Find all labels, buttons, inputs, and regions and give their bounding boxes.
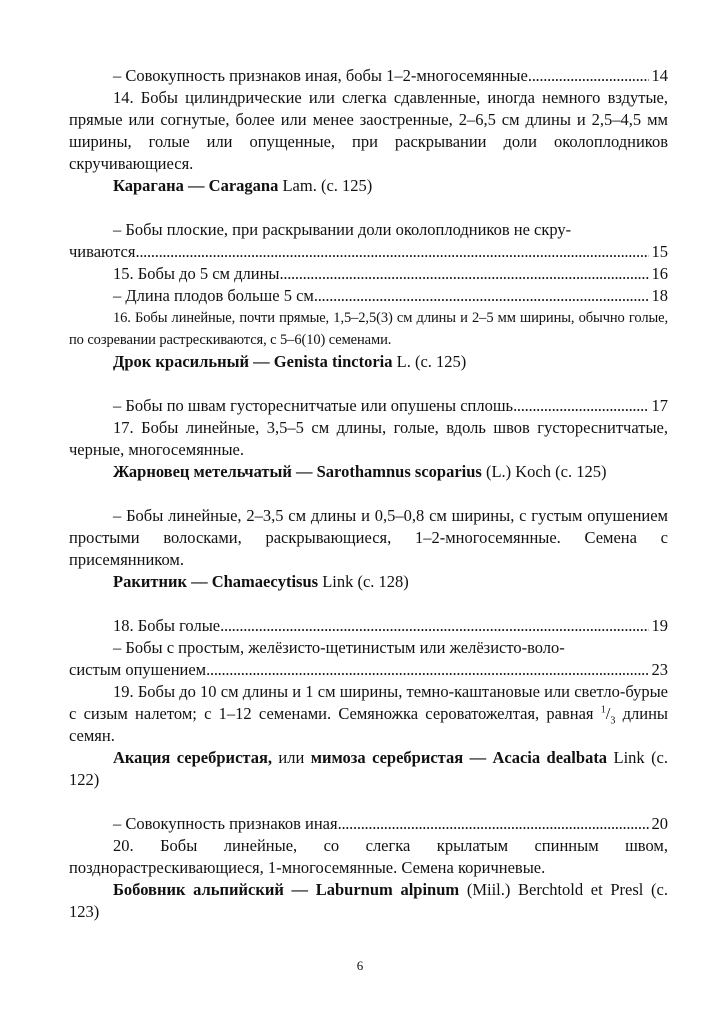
page-ref: 17 — [651, 396, 668, 415]
page-ref: 20 — [651, 814, 668, 833]
page-number: 6 — [356, 958, 364, 973]
couplet-16-alt: – Бобы по швам густореснитчатые или опушены сплошь . . . 17 — [69, 395, 668, 417]
taxon-laburnum: Бобовник альпийский — Laburnum alpinum (Miil.) Berchtold et Presl (с. 123) — [69, 880, 668, 921]
page-ref: 14 — [651, 66, 668, 85]
couplet-14: 14. Бобы цилиндрические или слегка сдавленные, иногда немного вздутые, прямые или согнутые, более или менее заостренные, 2–6,5 см длины и 2,5–4,5 мм ширины, голые или опущенные, при раскрывании доли околоплодников скручивающиеся. — [69, 88, 668, 173]
page-ref: 16 — [651, 264, 668, 283]
couplet-15-alt: – Длина плодов больше 5 см . . . 18 — [69, 285, 668, 307]
taxon-acacia: Акация серебристая, или мимоза серебристая — Acacia dealbata Link (с. 122) — [69, 748, 669, 789]
couplet-19: 19. Бобы до 10 см длины и 1 см ширины, темно-каштановые или светло-бурые с сизым налетом; с 1–12 семенами. Семяножка сероватожелтая, равная $^1/_3$ длины семян. — [69, 682, 669, 745]
couplet-16: 16. Бобы линейные, почти прямые, 1,5–2,5(3) см длины и 2–5 мм ширины, обычно голые, по созревании растрескиваются, с 5–6(10) семенами. — [69, 310, 668, 348]
page-ref: 19 — [651, 616, 668, 635]
couplet-14-alt-end: чиваются . . . 15 — [69, 241, 668, 263]
taxon-sarothamnus: Жарновец метельчатый — Sarothamnus scoparius (L.) Koch (с. 125) — [113, 462, 607, 481]
couplet-17-alt: – Бобы линейные, 2–3,5 см длины и 0,5–0,8 см ширины, с густым опушением простыми волосками, раскрывающиеся, 1–2-многосемянные. Семена с присемянником. — [69, 506, 668, 569]
couplet-14-alt: – Бобы плоские, при раскрывании доли околоплодников не скру- — [113, 220, 572, 239]
couplet-19-alt: – Совокупность признаков иная . . . 20 — [69, 813, 668, 835]
taxon-caragana: Карагана — Caragana Lam. (с. 125) — [113, 176, 373, 195]
taxon-genista: Дрок красильный — Genista tinctoria L. (с. 125) — [113, 352, 467, 371]
fraction: $^1/_3$ — [600, 704, 616, 727]
page-ref: 18 — [651, 286, 668, 305]
key-line-14-alt: – Совокупность признаков иная, бобы 1–2-многосемянные . . . 14 — [69, 65, 668, 87]
page-ref: 23 — [651, 660, 668, 679]
couplet-18-alt-end: систым опушением . . . 23 — [69, 659, 668, 681]
page-ref: 15 — [651, 242, 668, 261]
document-page — [69, 65, 668, 923]
couplet-17: 17. Бобы линейные, 3,5–5 см длины, голые, вдоль швов густореснитчатые, черные, многосемянные. — [69, 418, 668, 459]
couplet-15: 15. Бобы до 5 см длины . . . 16 — [69, 263, 668, 285]
couplet-20: 20. Бобы линейные, со слегка крылатым спинным швом, позднорастрескивающиеся, 1-многосемянные. Семена коричневые. — [69, 836, 668, 877]
couplet-18-alt: – Бобы с простым, желёзисто-щетинистым или желёзисто-воло- — [113, 638, 565, 657]
taxon-chamaecytisus: Ракитник — Chamaecytisus Link (с. 128) — [113, 572, 409, 591]
couplet-18: 18. Бобы голые . . . 19 — [69, 615, 668, 637]
